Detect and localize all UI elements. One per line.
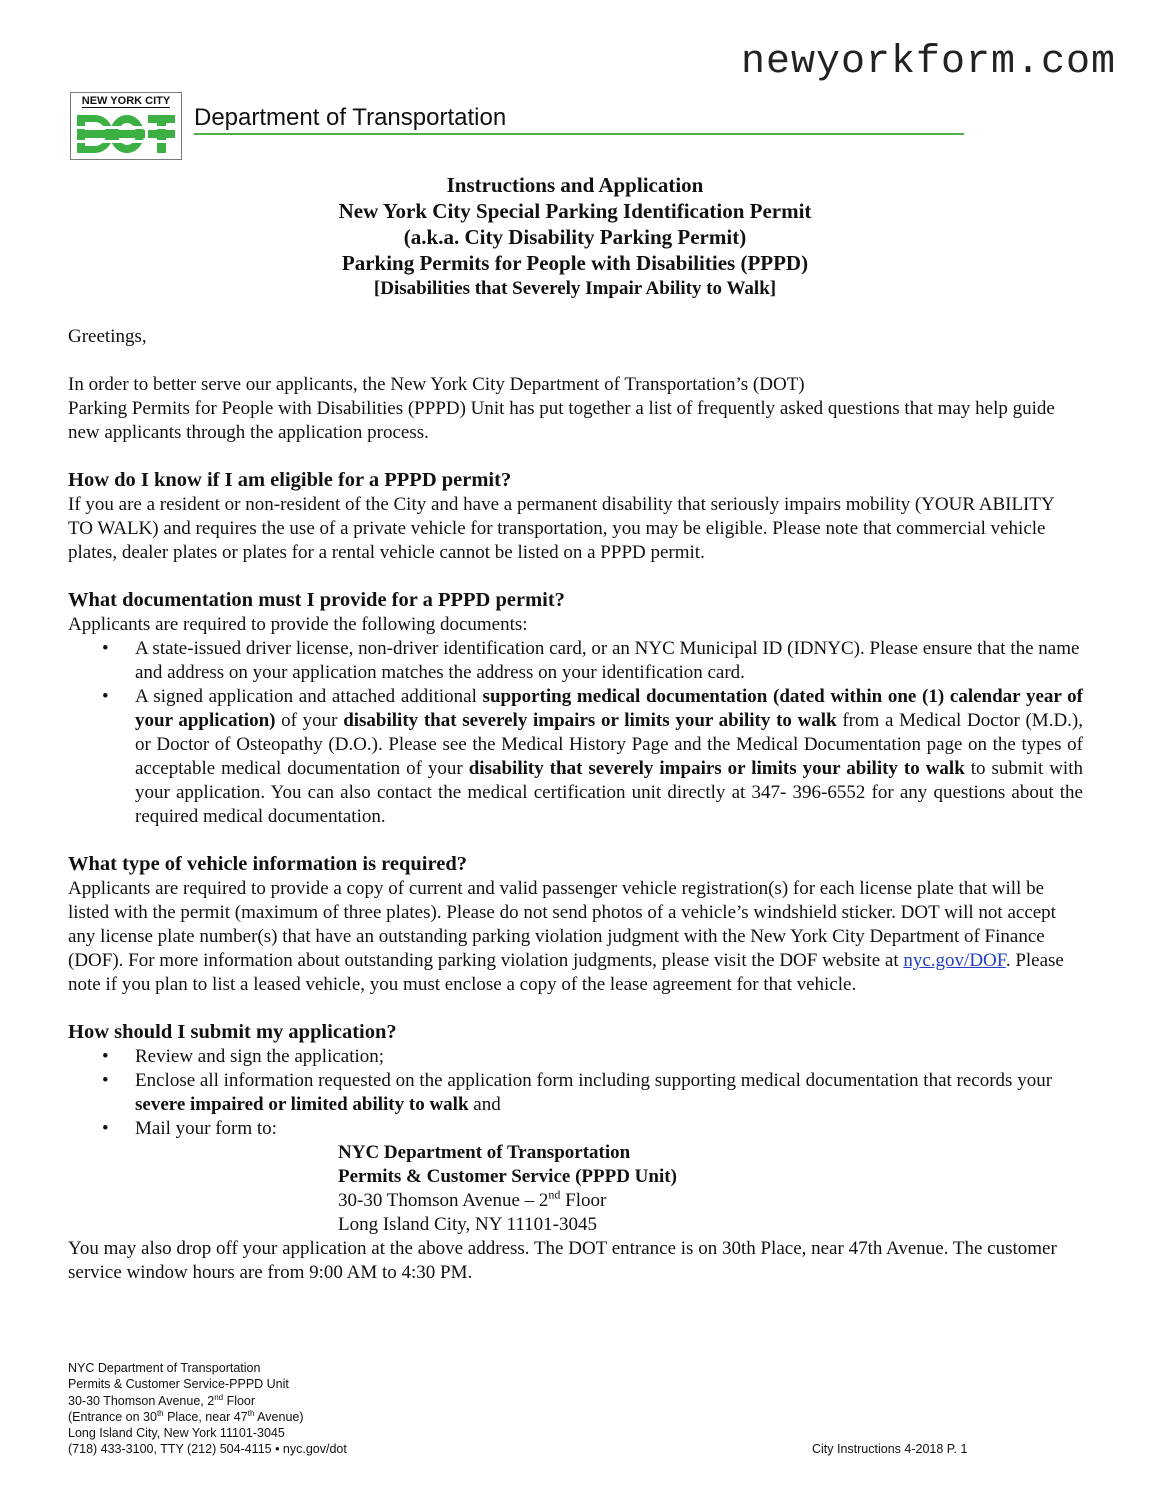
watermark: newyorkform.com — [740, 40, 1116, 85]
submit-list — [68, 1045, 1083, 1141]
submit-heading: How should I submit my application? — [68, 1021, 397, 1043]
vehicle-heading: What type of vehicle information is required? — [68, 853, 467, 875]
eligibility-heading: How do I know if I am eligible for a PPPD permit? — [68, 469, 512, 491]
mailing-address: NYC Department of Transportation Permits & Customer Service (PPPD Unit) 30-30 Thomson Avenue – 2nd Floor Long Island City, NY 11101-3045 — [338, 1142, 677, 1235]
title-line-5: [Disabilities that Severely Impair Ability to Walk] — [373, 278, 777, 299]
dof-website-link[interactable]: nyc.gov/DOF — [903, 950, 1006, 971]
intro-line-1: In order to better serve our applicants, the New York City Department of Transportation’s (DOT) — [68, 374, 805, 395]
list-item: • Review and sign the application; — [68, 1045, 1083, 1069]
documentation-list — [68, 637, 1083, 829]
list-item: • A state-issued driver license, non-driver identification card, or an NYC Municipal ID (IDNYC). Please ensure that the name and address on your application matches the address on your identification card. — [68, 637, 1083, 685]
list-item: • A signed application and attached additional supporting medical documentation (dated within one (1) calendar year of your application) of your disability that severely impairs or limits your ability to walk from a Medical Doctor (M.D.), or Doctor of Osteopathy (D.O.). Please see the Medical History Page and the Medical Documentation page on the types of acceptable medical documentation of your disability that severely impairs or limits your ability to walk to submit with your application. You can also contact the medical certification unit directly at 347- 396-6552 for any questions about the required medical documentation. — [68, 685, 1083, 829]
footer-address: NYC Department of Transportation Permits & Customer Service-PPPD Unit 30-30 Thomson Avenue, 2nd Floor (Entrance on 30th Place, near 47th Avenue) Long Island City, New York 11101-3045 (718) 433-3100, TTY (212) 504-4115 • nyc.gov/dot — [68, 1361, 347, 1457]
list-item: • Enclose all information requested on the application form including supporting medical documentation that records your severe impaired or limited ability to walk and — [68, 1069, 1083, 1117]
document-title — [0, 172, 1150, 302]
title-line-2: New York City Special Parking Identification Permit — [338, 199, 812, 223]
logo-text: NEW YORK CITY — [81, 95, 171, 107]
title-line-1: Instructions and Application — [446, 173, 704, 197]
list-item: • Mail your form to: — [68, 1117, 1083, 1141]
department-name: Department of Transportation — [194, 104, 507, 131]
header-divider — [194, 133, 964, 135]
dropoff-text: You may also drop off your application at the above address. The DOT entrance is on 30th Place, near 47th Avenue. The customer service window hours are from 9:00 AM to 4:30 PM. — [68, 1238, 1057, 1283]
header — [70, 92, 970, 162]
greeting: Greetings, — [68, 326, 147, 347]
dot-logo-icon — [75, 113, 177, 155]
title-line-4: Parking Permits for People with Disabilities (PPPD) — [341, 251, 809, 275]
documentation-heading: What documentation must I provide for a PPPD permit? — [68, 589, 565, 611]
documentation-intro: Applicants are required to provide the following documents: — [68, 614, 528, 635]
eligibility-text: If you are a resident or non-resident of the City and have a permanent disability that seriously impairs mobility (YOUR ABILITY TO WALK) and requires the use of a private vehicle for transportation, you may be eligible. Please note that commercial vehicle plates, dealer plates or plates for a rental vehicle cannot be listed on a PPPD permit. — [68, 494, 1055, 563]
nyc-dot-logo — [70, 92, 182, 160]
document-body — [68, 325, 1083, 1285]
intro-paragraph: Parking Permits for People with Disabilities (PPPD) Unit has put together a list of frequently asked questions that may help guide new applicants through the application process. — [68, 398, 1055, 443]
page-reference: City Instructions 4-2018 P. 1 — [812, 1442, 968, 1456]
vehicle-text: Applicants are required to provide a copy of current and valid passenger vehicle registration(s) for each license plate that will be listed with the permit (maximum of three plates). Please do not send photos of a vehicle’s windshield sticker. DOT will not accept any license plate number(s) that have an outstanding parking violation judgment with the New York City Department of Finance (DOF). For more information about outstanding parking violation judgments, please visit the DOF website at nyc.gov/DOF. Please note if you plan to list a leased vehicle, you must enclose a copy of the lease agreement for that vehicle. — [68, 878, 1064, 995]
title-line-3: (a.k.a. City Disability Parking Permit) — [403, 225, 747, 249]
